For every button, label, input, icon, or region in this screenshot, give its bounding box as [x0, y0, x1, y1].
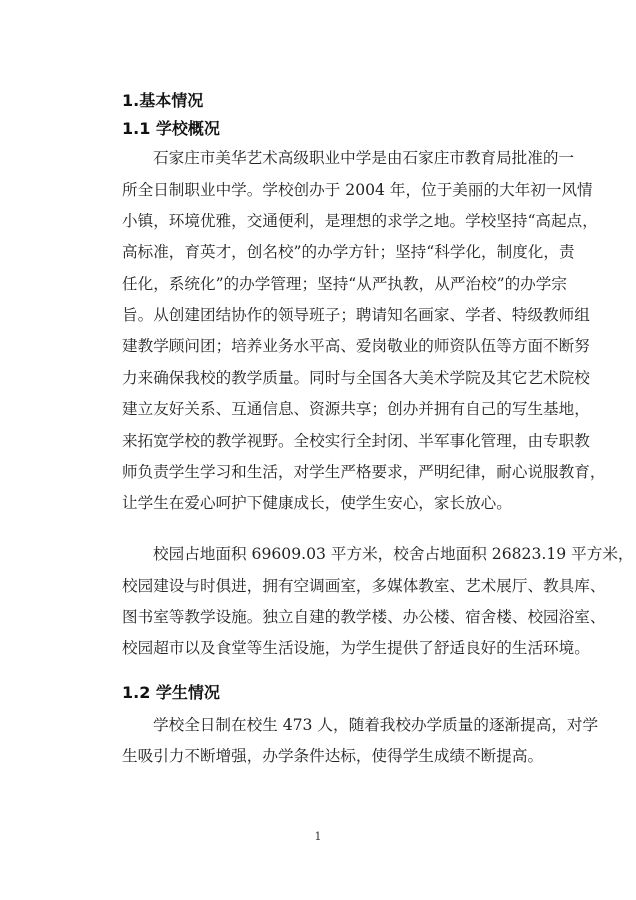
paragraph-line: 师负责学生学习和生活，对学生严格要求，严明纪律，耐心说服教育， [122, 463, 606, 481]
paragraph-line: 校园建设与时俱进，拥有空调画室，多媒体教室、艺术展厅、教具库、 [122, 577, 606, 595]
paragraph-line: 任化，系统化”的办学管理；坚持“从严执教，从严治校”的办学宗 [122, 275, 567, 293]
paragraph-line: 旨。从创建团结协作的领导班子；聘请知名画家、学者、特级教师组 [122, 306, 590, 324]
page-number: 1 [314, 830, 322, 843]
paragraph-line: 学校全日制在校生 473 人，随着我校办学质量的逐渐提高，对学 [153, 716, 599, 734]
heading-student-situation: 1.2 学生情况 [122, 683, 220, 702]
paragraph-line: 来拓宽学校的教学视野。全校实行全封闭、半军事化管理，由专职教 [122, 432, 590, 450]
heading-basic-info: 1.基本情况 [122, 91, 204, 110]
paragraph-line: 石家庄市美华艺术高级职业中学是由石家庄市教育局批准的一 [153, 149, 575, 167]
paragraph-line: 高标准，育英才，创名校”的办学方针；坚持“科学化，制度化，责 [122, 243, 575, 261]
heading-school-overview: 1.1 学校概况 [122, 119, 220, 138]
paragraph-line: 力来确保我校的教学质量。同时与全国各大美术学院及其它艺术院校 [122, 369, 590, 387]
paragraph-line: 所全日制职业中学。学校创办于 2004 年，位于美丽的大年初一风情 [122, 181, 593, 199]
paragraph-line: 图书室等教学设施。独立自建的教学楼、办公楼、宿舍楼、校园浴室、 [122, 608, 606, 626]
paragraph-line: 校园占地面积 69609.03 平方米，校舍占地面积 26823.19 平方米， [153, 545, 634, 563]
paragraph-line: 小镇，环境优雅，交通便利，是理想的求学之地。学校坚持“高起点， [122, 212, 598, 230]
paragraph-line: 生吸引力不断增强，办学条件达标，使得学生成绩不断提高。 [122, 747, 544, 765]
paragraph-line: 建教学顾问团；培养业务水平高、爱岗敬业的师资队伍等方面不断努 [122, 337, 590, 355]
paragraph-line: 校园超市以及食堂等生活设施，为学生提供了舒适良好的生活环境。 [122, 639, 590, 657]
paragraph-line: 建立友好关系、互通信息、资源共享；创办并拥有自己的写生基地， [122, 400, 590, 418]
paragraph-line: 让学生在爱心呵护下健康成长，使学生安心，家长放心。 [122, 494, 512, 512]
